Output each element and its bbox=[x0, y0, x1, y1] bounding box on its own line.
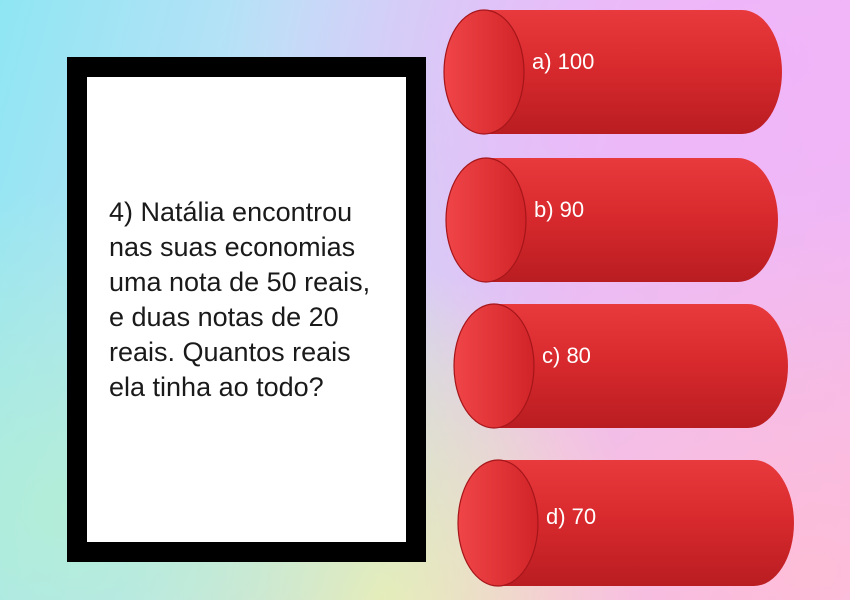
cylinder-d-shape bbox=[456, 458, 796, 588]
cylinder-a-shape bbox=[442, 8, 784, 136]
answer-option-a[interactable] bbox=[442, 8, 784, 136]
cylinder-b-shape bbox=[444, 156, 780, 284]
answer-option-d[interactable] bbox=[456, 458, 796, 588]
answer-option-c[interactable] bbox=[452, 302, 790, 430]
answer-label-a: a) 100 bbox=[532, 49, 595, 74]
question-card bbox=[67, 57, 426, 562]
answer-label-d: d) 70 bbox=[546, 504, 597, 529]
answer-label-b: b) 90 bbox=[534, 197, 585, 222]
answer-option-b[interactable] bbox=[444, 156, 780, 284]
answer-label-c: c) 80 bbox=[542, 343, 591, 368]
cylinder-c-shape bbox=[452, 302, 790, 430]
question-card-inner bbox=[87, 77, 406, 542]
question-text: 4) Natália encontrou nas suas economias uma nota de 50 reais, e duas notas de 20 reais. Quantos reais ela tinha ao todo? bbox=[109, 196, 371, 402]
